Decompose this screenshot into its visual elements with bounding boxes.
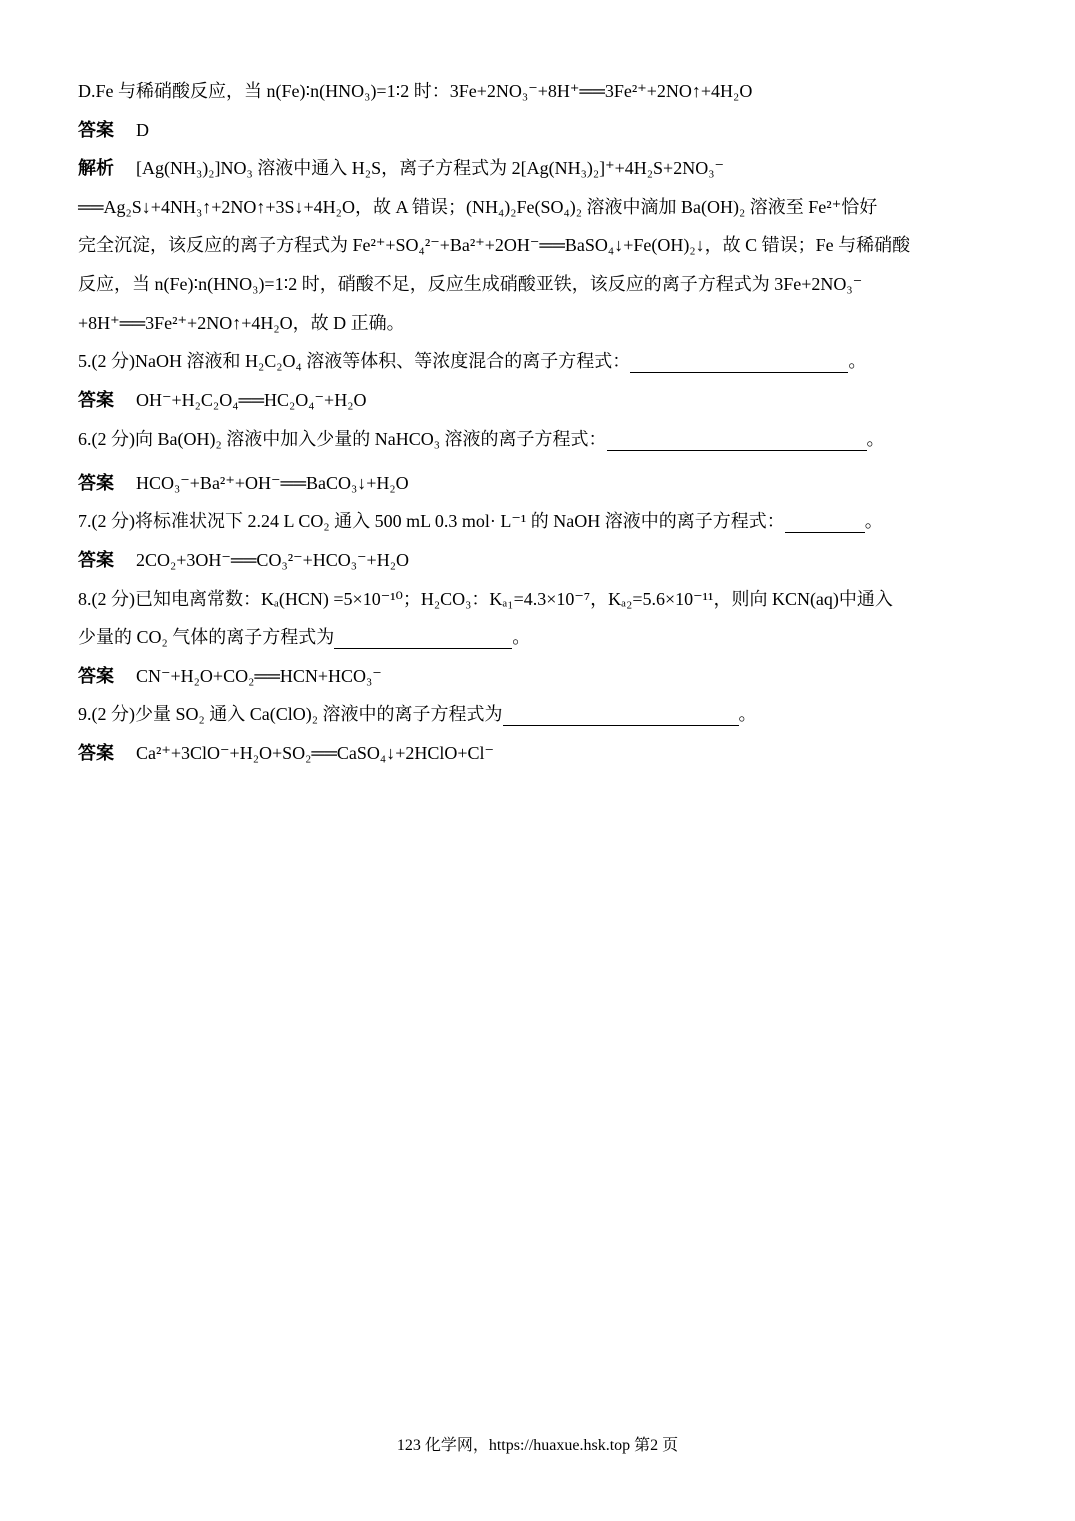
answer-blank [503, 707, 739, 726]
answer-line-6: 答案 HCO₃⁻+Ba²⁺+OH⁻══BaCO₃↓+H₂O [78, 473, 409, 493]
question-5: 5.(2 分)NaOH 溶液和 H₂C₂O₄ 溶液等体积、等浓度混合的离子方程式： 。 [78, 351, 867, 371]
analysis-line-5: +8H⁺══3Fe²⁺+2NO↑+4H₂O，故 D 正确。 [78, 313, 405, 333]
analysis-line-1: 解析 [Ag(NH₃)₂]NO₃ 溶液中通入 H₂S，离子方程式为 2[Ag(NH₃)₂]⁺+4H₂S+2NO₃⁻ [78, 158, 724, 178]
answer-label: 答案 [78, 473, 114, 493]
answer-label: 答案 [78, 550, 114, 570]
analysis-line-2: ══Ag₂S↓+4NH₃↑+2NO↑+3S↓+4H₂O，故 A 错误；(NH₄)₂Fe(SO₄)₂ 溶液中滴加 Ba(OH)₂ 溶液至 Fe²⁺恰好 [78, 197, 878, 217]
answer-label: 答案 [78, 390, 114, 410]
option-d-text: D.Fe 与稀硝酸反应，当 n(Fe)∶n(HNO₃)=1∶2 时：3Fe+2NO₃⁻+8H⁺══3Fe²⁺+2NO↑+4H₂O [78, 81, 753, 101]
answer-blank [607, 432, 867, 451]
answer-blank [785, 514, 865, 533]
answer-label: 答案 [78, 743, 114, 763]
answer-blank [630, 354, 848, 373]
analysis-line-3: 完全沉淀，该反应的离子方程式为 Fe²⁺+SO₄²⁻+Ba²⁺+2OH⁻══BaSO₄↓+Fe(OH)₂↓，故 C 错误；Fe 与稀硝酸 [78, 235, 911, 255]
answer-line-9: 答案 Ca²⁺+3ClO⁻+H₂O+SO₂══CaSO₄↓+2HClO+Cl⁻ [78, 743, 495, 763]
analysis-line-4: 反应，当 n(Fe)∶n(HNO₃)=1∶2 时，硝酸不足，反应生成硝酸亚铁，该反应的离子方程式为 3Fe+2NO₃⁻ [78, 274, 863, 294]
analysis-label: 解析 [78, 158, 114, 178]
question-8-cont: 少量的 CO₂ 气体的离子方程式为 。 [78, 627, 531, 647]
answer-blank [334, 630, 512, 649]
answer-line-5: 答案 OH⁻+H₂C₂O₄══HC₂O₄⁻+H₂O [78, 390, 367, 410]
answer-line-8: 答案 CN⁻+H₂O+CO₂══HCN+HCO₃⁻ [78, 666, 382, 686]
answer-line-4: 答案 D [78, 120, 149, 140]
question-6: 6.(2 分)向 Ba(OH)₂ 溶液中加入少量的 NaHCO₃ 溶液的离子方程式： 。 [78, 429, 885, 449]
page-footer: 123 化学网，https://huaxue.hsk.top 第2 页 [396, 1437, 679, 1454]
answer-line-7: 答案 2CO₂+3OH⁻══CO₃²⁻+HCO₃⁻+H₂O [78, 550, 409, 570]
answer-label: 答案 [78, 120, 114, 140]
question-8: 8.(2 分)已知电离常数：Kₐ(HCN) =5×10⁻¹⁰；H₂CO₃：Kₐ₁=4.3×10⁻⁷，Kₐ₂=5.6×10⁻¹¹，则向 KCN(aq)中通入 [78, 589, 893, 609]
question-9: 9.(2 分)少量 SO₂ 通入 Ca(ClO)₂ 溶液中的离子方程式为 。 [78, 704, 757, 724]
question-7: 7.(2 分)将标准状况下 2.24 L CO₂ 通入 500 mL 0.3 mol· L⁻¹ 的 NaOH 溶液中的离子方程式： 。 [78, 511, 883, 531]
answer-label: 答案 [78, 666, 114, 686]
